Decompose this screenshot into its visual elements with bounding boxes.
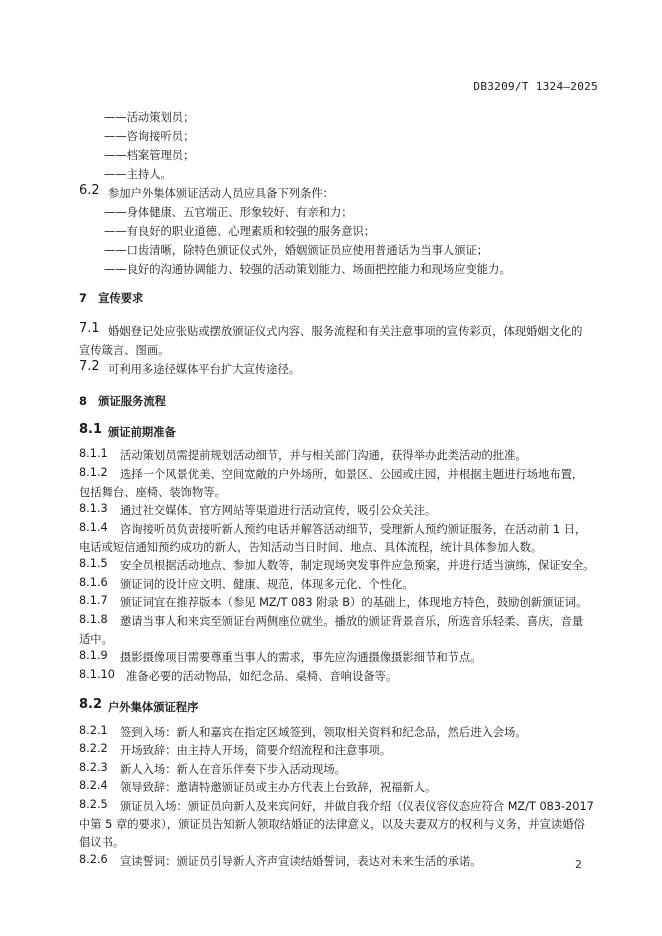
clause-text: 婚姻登记处应张贴或摆放颁证仪式内容、服务流程和有关注意事项的宣传彩页，体现婚姻文化的 [108, 325, 583, 338]
clause-number: 8.2.4 [79, 779, 108, 792]
clause-text: 宣传箴言、图画。 [79, 344, 170, 357]
clause-text: 准备必要的活动物品，如纪念品、桌椅、音响设备等。 [126, 670, 398, 683]
list-item: ——咨询接听员； [104, 130, 195, 143]
clause-number: 8.1.6 [79, 576, 108, 589]
page-number: 2 [575, 858, 582, 871]
clause-number: 8.2.1 [79, 724, 108, 737]
clause-number: 7.1 [79, 321, 100, 336]
clause-number: 8.1.2 [79, 466, 108, 479]
clause-text: 开场致辞：由主持人开场，简要介绍流程和注意事项。 [120, 744, 392, 757]
list-item: ——身体健康、五官端正、形象较好、有亲和力； [104, 206, 353, 219]
clause-number: 7.2 [79, 359, 100, 374]
clause-text: 通过社交媒体、官方网站等渠道进行活动宣传，吸引公众关注。 [120, 504, 437, 517]
subsection-title: 户外集体颁证程序 [108, 701, 199, 714]
clause-text: 颁证词宜在推荐版本（参见 MZ/T 083 附录 B）的基础上，体现地方特色，鼓励创新颁证词。 [120, 596, 588, 609]
list-item: ——有良好的职业道德、心理素质和较强的服务意识； [104, 225, 376, 238]
clause-text: 新人入场：新人在音乐伴奏下步入活动现场。 [120, 763, 346, 776]
clause-number: 8.1.1 [79, 447, 108, 460]
clause-text: 中第 5 章的要求），颁证员告知新人领取结婚证的法律意义，以及夫妻双方的权利与义务，并宣读婚俗 [79, 818, 585, 831]
list-item: ——良好的沟通协调能力、较强的活动策划能力、场面把控能力和现场应变能力。 [104, 263, 511, 276]
clause-text: 适中。 [79, 633, 113, 646]
clause-number: 8.2.2 [79, 742, 108, 755]
clause-text: 倡议书。 [79, 836, 125, 849]
list-item: ——口齿清晰，除特色颁证仪式外，婚姻颁证员应使用普通话为当事人颁证； [104, 244, 489, 257]
clause-text: 咨询接听员负责接听新人预约电话并解答活动细节，受理新人预约颁证服务，在活动前 1 日， [120, 523, 587, 536]
clause-text: 摄影摄像项目需要尊重当事人的需求，事先应沟通摄像摄影细节和节点。 [120, 651, 482, 664]
clause-number: 8.2.6 [79, 853, 108, 866]
clause-text: 领导致辞：邀请特邀颁证员或主办方代表上台致辞，祝福新人。 [120, 781, 437, 794]
clause-number: 8.1.10 [79, 668, 115, 681]
clause-text: 活动策划员需提前规划活动细节，并与相关部门沟通，获得举办此类活动的批准。 [120, 449, 527, 462]
section-heading: 7 宣传要求 [79, 292, 144, 305]
clause-text: 安全员根据活动地点、参加人数等，制定现场突发事件应急预案，并进行适当演练，保证安全。 [120, 559, 595, 572]
subsection-number: 8.1 [79, 422, 103, 437]
clause-text: 电话或短信通知预约成功的新人，告知活动当日时间、地点、具体流程，统计具体参加人数。 [79, 541, 543, 554]
section-heading: 8 颁证服务流程 [79, 395, 166, 408]
clause-number: 8.1.4 [79, 521, 108, 534]
document-code-header: DB3209/T 1324—2025 [473, 80, 598, 93]
clause-text: 选择一个风景优美、空间宽敞的户外场所，如景区、公园或庄园，并根据主题进行场地布置， [120, 468, 584, 481]
subsection-title: 颁证前期准备 [108, 426, 176, 439]
list-item: ——档案管理员； [104, 149, 195, 162]
clause-number: 8.1.9 [79, 649, 108, 662]
clause-text: 可利用多途径媒体平台扩大宣传途径。 [108, 363, 301, 376]
clause-number: 8.2.3 [79, 761, 108, 774]
clause-text: 参加户外集体颁证活动人员应具备下列条件： [108, 187, 334, 200]
clause-text: 邀请当事人和来宾至颁证台两侧座位就坐。播放的颁证背景音乐，所选音乐轻柔、喜庆，音量 [120, 615, 584, 628]
clause-text: 颁证员入场：颁证员向新人及来宾问好，并做自我介绍（仪表仪容仪态应符合 MZ/T 083-2017 [120, 800, 594, 813]
clause-number: 8.1.8 [79, 613, 108, 626]
clause-text: 包括舞台、座椅、装饰物等。 [79, 486, 226, 499]
clause-number: 8.1.3 [79, 502, 108, 515]
clause-number: 6.2 [79, 183, 100, 198]
clause-text: 颁证词的设计应文明、健康、规范，体现多元化、个性化。 [120, 578, 414, 591]
subsection-number: 8.2 [79, 697, 103, 712]
clause-text: 签到入场：新人和嘉宾在指定区域签到，领取相关资料和纪念品，然后进入会场。 [120, 726, 527, 739]
clause-number: 8.2.5 [79, 798, 108, 811]
clause-number: 8.1.7 [79, 594, 108, 607]
list-item: ——活动策划员； [104, 111, 195, 124]
list-item: ——主持人。 [104, 168, 172, 181]
clause-number: 8.1.5 [79, 557, 108, 570]
clause-text: 宣读誓词：颁证员引导新人齐声宣读结婚誓词，表达对未来生活的承诺。 [120, 855, 482, 868]
